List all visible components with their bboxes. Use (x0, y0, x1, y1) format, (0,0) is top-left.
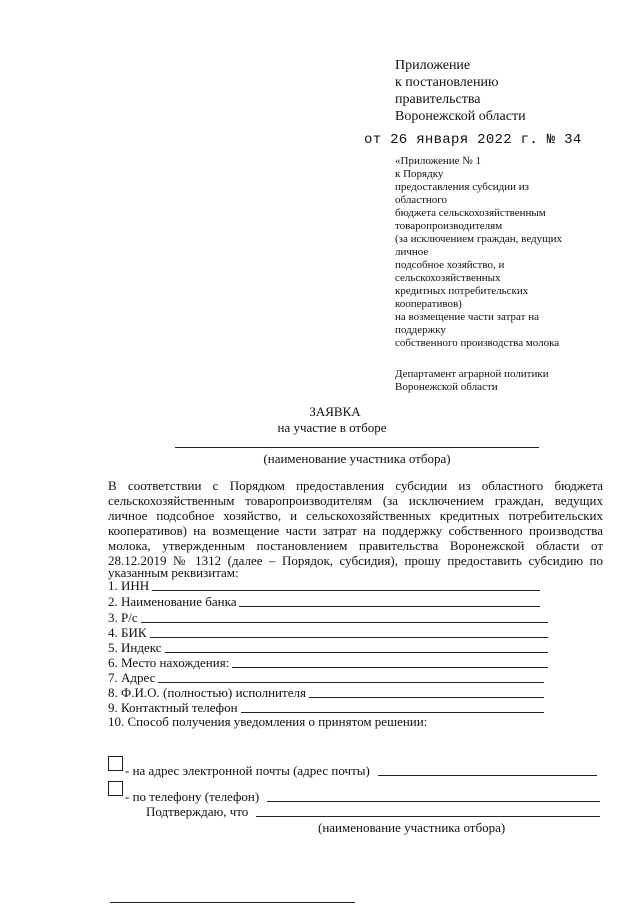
field-label: 9. Контактный телефон (108, 700, 238, 715)
document-subtitle: на участие в отборе (277, 420, 387, 435)
email-option-checkbox[interactable] (108, 756, 123, 771)
inn-field[interactable] (108, 578, 540, 593)
confirmation-label: Подтверждаю, что (146, 804, 249, 819)
appendix-line-4: Воронежской области (395, 109, 526, 124)
appendix-line-2: к постановлению (395, 75, 499, 90)
contact-phone-field[interactable] (108, 700, 544, 715)
postal-index-input-line[interactable] (165, 652, 549, 653)
appendix-line-1: Приложение (395, 58, 471, 73)
account-field[interactable] (108, 610, 548, 625)
annex-line: кредитных потребительских (395, 285, 529, 297)
bik-field[interactable] (108, 625, 548, 640)
phone-option-field[interactable] (125, 789, 600, 804)
annex-line: поддержку (395, 324, 446, 336)
annex-line: собственного производства молока (395, 337, 560, 349)
executor-name-input-line[interactable] (309, 697, 544, 698)
executor-name-field[interactable] (108, 685, 544, 700)
account-input-line[interactable] (141, 622, 548, 623)
annex-line: областного (395, 194, 448, 206)
location-input-line[interactable] (232, 667, 548, 668)
body-line-2: сельскохозяйственным товаропроизводителям (за исключением граждан, ведущих (108, 493, 603, 508)
body-line-5: молока, утвержденным постановлением правительства Воронежской области от (108, 538, 603, 553)
annex-line: предоставления субсидии из (395, 181, 530, 193)
email-input-line[interactable] (378, 775, 597, 776)
footnote-separator (110, 902, 355, 903)
address-field[interactable] (108, 670, 544, 685)
confirmation-caption: (наименование участника отбора) (318, 820, 506, 835)
bank-name-field[interactable] (108, 594, 540, 609)
notification-method-heading: 10. Способ получения уведомления о принятом решении: (108, 714, 428, 729)
contact-phone-input-line[interactable] (241, 712, 544, 713)
participant-name-line[interactable] (175, 447, 539, 448)
annex-line: сельскохозяйственных (395, 272, 501, 284)
postal-index-field[interactable] (108, 640, 548, 655)
phone-input-line[interactable] (267, 801, 600, 802)
phone-option-checkbox[interactable] (108, 781, 123, 796)
field-label: 3. Р/с (108, 610, 138, 625)
body-line-6: 28.12.2019 № 1312 (далее – Порядок, субсидия), прошу предоставить субсидию по (108, 553, 603, 568)
appendix-line-3: правительства (395, 92, 481, 107)
field-label: 5. Индекс (108, 640, 162, 655)
body-line-7: указанным реквизитам: (108, 565, 239, 580)
annex-line: товаропроизводителям (395, 220, 503, 232)
bank-name-input-line[interactable] (239, 606, 540, 607)
department-line-1: Департамент аграрной политики (395, 368, 549, 380)
email-option-field[interactable] (125, 763, 597, 778)
decree-date: от 26 января 2022 г. № 34 (364, 132, 582, 148)
field-label: 6. Место нахождения: (108, 655, 230, 670)
body-line-4: кооперативов) на возмещение части затрат на поддержку собственного производства (108, 523, 603, 538)
field-label: 2. Наименование банка (108, 594, 237, 609)
inn-input-line[interactable] (152, 590, 540, 591)
body-line-1: В соответствии с Порядком предоставления субсидии из областного бюджета (108, 478, 603, 493)
annex-line: (за исключением граждан, ведущих (395, 233, 563, 245)
document-title: ЗАЯВКА (309, 404, 361, 419)
phone-option-label: - по телефону (телефон) (125, 789, 260, 804)
annex-line: на возмещение части затрат на (395, 311, 539, 323)
field-label: 7. Адрес (108, 670, 156, 685)
location-field[interactable] (108, 655, 548, 670)
annex-block (395, 155, 562, 350)
annex-line: подсобное хозяйство, и (395, 259, 505, 271)
field-label: 4. БИК (108, 625, 147, 640)
body-line-3: личное подсобное хозяйство, и сельскохозяйственных кредитных потребительских (108, 508, 603, 523)
bik-input-line[interactable] (150, 637, 548, 638)
participant-name-caption: (наименование участника отбора) (263, 451, 451, 466)
annex-line: личное (395, 246, 429, 258)
email-option-label: - на адрес электронной почты (адрес почты) (125, 763, 370, 778)
department-line-2: Воронежской области (395, 381, 498, 393)
field-label: 1. ИНН (108, 578, 150, 593)
confirmation-field[interactable] (146, 804, 600, 819)
annex-line: к Порядку (395, 168, 444, 180)
annex-line: «Приложение № 1 (395, 155, 482, 167)
confirmation-input-line[interactable] (256, 816, 600, 817)
address-input-line[interactable] (158, 682, 544, 683)
annex-line: бюджета сельскохозяйственным (395, 207, 546, 219)
field-label: 8. Ф.И.О. (полностью) исполнителя (108, 685, 306, 700)
annex-line: кооперативов) (395, 298, 462, 310)
